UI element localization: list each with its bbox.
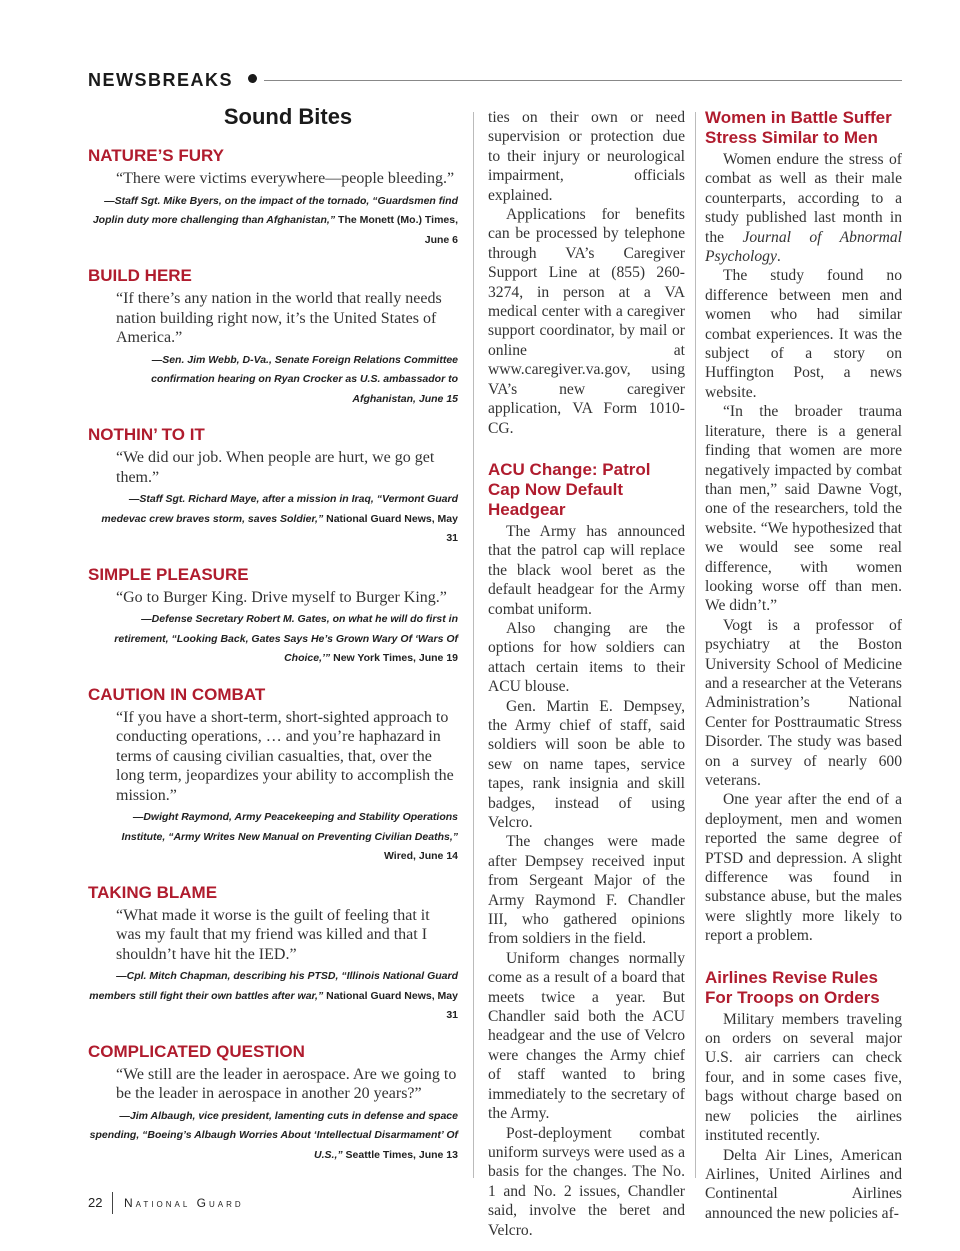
body-paragraph: Delta Air Lines, American Airlines, United Airlines and Continental Airlines announced the new policies af- — [705, 1146, 902, 1222]
body-paragraph: The changes were made after Dempsey received input from Sergeant Major of the Army Raymond F. Chandler III, who gathered opinions from soldiers in the field. — [488, 833, 685, 948]
sound-bite — [88, 266, 458, 409]
sound-bite-attribution: —Sen. Jim Webb, D-Va., Senate Foreign Relations Committee confirmation hearing on Ryan Crocker as U.S. ambassador to Afghanistan, June 15 — [151, 353, 458, 405]
sound-bite — [88, 883, 458, 1026]
sound-bite-quote: “There were victims everywhere—people bleeding.” — [116, 170, 455, 187]
sound-bite — [88, 146, 458, 250]
sound-bite — [88, 425, 458, 549]
sound-bite-heading: TAKING BLAME — [88, 882, 218, 902]
bullet-dot-icon — [248, 74, 257, 83]
sound-bite-heading: BUILD HERE — [88, 266, 192, 285]
sound-bite-attribution: —Dwight Raymond, Army Peacekeeping and Stability Operations Institute, “Army Writes New Manual on Preventing Civilian Deaths,” Wired, June 14 — [121, 811, 458, 862]
sound-bite-quote: “Go to Burger King. Drive myself to Burger King.” — [116, 588, 447, 606]
body-paragraph: The study found no difference between men and women who had similar combat experiences. It was the subject of a story on Huffington Post, a news website. — [705, 267, 902, 401]
sound-bite-heading: NOTHIN’ TO IT — [88, 425, 205, 444]
sound-bites-title: Sound Bites — [223, 104, 353, 129]
article-column-3 — [705, 108, 902, 1223]
sound-bite-heading: SIMPLE PLEASURE — [88, 564, 249, 584]
body-paragraph: Vogt is a professor of psychiatry at the Boston University School of Medicine and a researcher at the Veterans Administration’s National Center for Posttraumatic Stress Disorder. The study was based on a survey of nearly 600 veterans. — [705, 616, 902, 789]
sound-bite-attribution: —Staff Sgt. Richard Maye, after a mission in Iraq, “Vermont Guard medevac crew braves storm, saves Soldier,” National Guard News, May 31 — [101, 493, 458, 544]
sound-bites-column — [88, 100, 458, 1181]
body-paragraph: Women endure the stress of combat as well as their male counterparts, according to a study published last month in the Journal of Abnormal Psychology. — [705, 151, 903, 266]
sound-bite-quote: “If there’s any nation in the world that really needs nation building right now, it’s the United States of America.” — [116, 290, 442, 346]
body-paragraph: “In the broader trauma literature, there is a general finding that women are more negatively impacted by combat than men,” said Dawne Vogt, one of the researchers, told the website. “We hypothesized that we would see some real difference, with women looking worse off than men. We didn’t.” — [705, 403, 902, 615]
sound-bite-attribution: —Cpl. Mitch Chapman, describing his PTSD, “Illinois National Guard members still fight their own battles after war,” National Guard News, May 31 — [89, 970, 458, 1021]
body-paragraph: One year after the end of a deployment, men and women reported the same degree of PTSD and depression. A slight difference was found in substance abuse, but the males were slightly more likely to report a problem. — [705, 791, 902, 945]
section-header — [88, 68, 902, 94]
body-paragraph: Applications for benefits can be processed by telephone through VA’s Caregiver Support Line at (855) 260-3274, in person at a VA medical center with a caregiver support coordinator, by mail or online at www.caregiver.va.gov, using VA’s new caregiver application, VA Form 1010-CG. — [488, 206, 685, 437]
body-paragraph: The Army has announced that the patrol cap will replace the black wool beret as the default headgear for the Army combat uniform. — [488, 522, 685, 618]
body-paragraph: Military members traveling on orders on several major U.S. air carriers can check four, and in some cases five, bags without charge based on new policies the airlines instituted recently. — [705, 1010, 902, 1145]
article-headline: Airlines Revise Rules For Troops on Orders — [705, 967, 880, 1007]
sound-bite-attribution: —Defense Secretary Robert M. Gates, on what he will do first in retirement, “Looking Back, Gates Says He’s Grown Wary Of ‘Wars Of Choice,’” New York Times, June 19 — [114, 613, 458, 664]
article-headline: Women in Battle Suffer Stress Similar to Men — [705, 108, 892, 147]
column-divider — [695, 112, 696, 1178]
page-number: 22 — [88, 1195, 103, 1210]
sound-bite — [88, 1042, 458, 1166]
header-rule — [264, 80, 902, 81]
column-divider — [473, 112, 474, 1178]
article-column-2 — [488, 108, 685, 1240]
sound-bite-heading: NATURE’S FURY — [88, 146, 224, 165]
journal-title: Journal of Abnormal Psychology — [705, 228, 903, 266]
body-paragraph: Gen. Martin E. Dempsey, the Army chief of staff, said soldiers will soon be able to sew on name tapes, service tapes, rank insignia and skill badges, instead of using Velcro. — [488, 697, 685, 831]
sound-bite-quote: “We still are the leader in aerospace. Are we going to be the leader in aerospace in another 20 years?” — [116, 1065, 457, 1102]
sound-bite — [88, 685, 458, 867]
sound-bite-heading: COMPLICATED QUESTION — [88, 1041, 305, 1061]
sound-bite-quote: “We did our job. When people are hurt, we go get them.” — [116, 449, 435, 486]
section-title: NEWSBREAKS — [88, 70, 234, 90]
footer-rule — [112, 1192, 113, 1214]
article-headline: ACU Change: Patrol Cap Now Default Headgear — [488, 459, 651, 519]
sound-bite-heading: CAUTION IN COMBAT — [88, 684, 266, 704]
body-paragraph: Uniform changes normally come as a result of a board that meets twice a year. But Chandler said both the ACU headgear and the use of Velcro were changes the Army chief of staff wanted to bring immediately to the secretary of the Army. — [488, 949, 685, 1123]
sound-bite-attribution: —Staff Sgt. Mike Byers, on the impact of the tornado, “Guardsmen find Joplin duty more challenging than Afghanistan,” The Monett (Mo.) Times, June 6 — [92, 194, 458, 246]
sound-bite-quote: “What made it worse is the guilt of feeling that it was my fault that my friend was killed and that I shouldn’t have hit the IED.” — [116, 906, 430, 963]
sound-bite-quote: “If you have a short-term, short-sighted approach to conducting operations, … and you’re haphazard in terms of causing civilian casualties, that, over the long term, jeopardizes your ability to accomplish the mission.” — [116, 708, 454, 804]
body-paragraph: Also changing are the options for how soldiers can attach certain items to their ACU blouse. — [488, 619, 685, 696]
body-paragraph: Post-deployment combat uniform surveys were used as a basis for the changes. The No. 1 and No. 2 issues, Chandler said, involve the beret and Velcro. — [488, 1124, 685, 1239]
body-paragraph: ties on their own or need supervision or protection due to their injury or neurological impairment, officials explained. — [488, 109, 685, 204]
sound-bite-attribution: —Jim Albaugh, vice president, lamenting cuts in defense and space spending, “Boeing’s Albaugh Worries About ‘Intellectual Disarmament’ Of U.S.,” Seattle Times, June 13 — [89, 1109, 458, 1161]
sound-bite — [88, 565, 458, 669]
magazine-name: National Guard — [124, 1196, 244, 1210]
